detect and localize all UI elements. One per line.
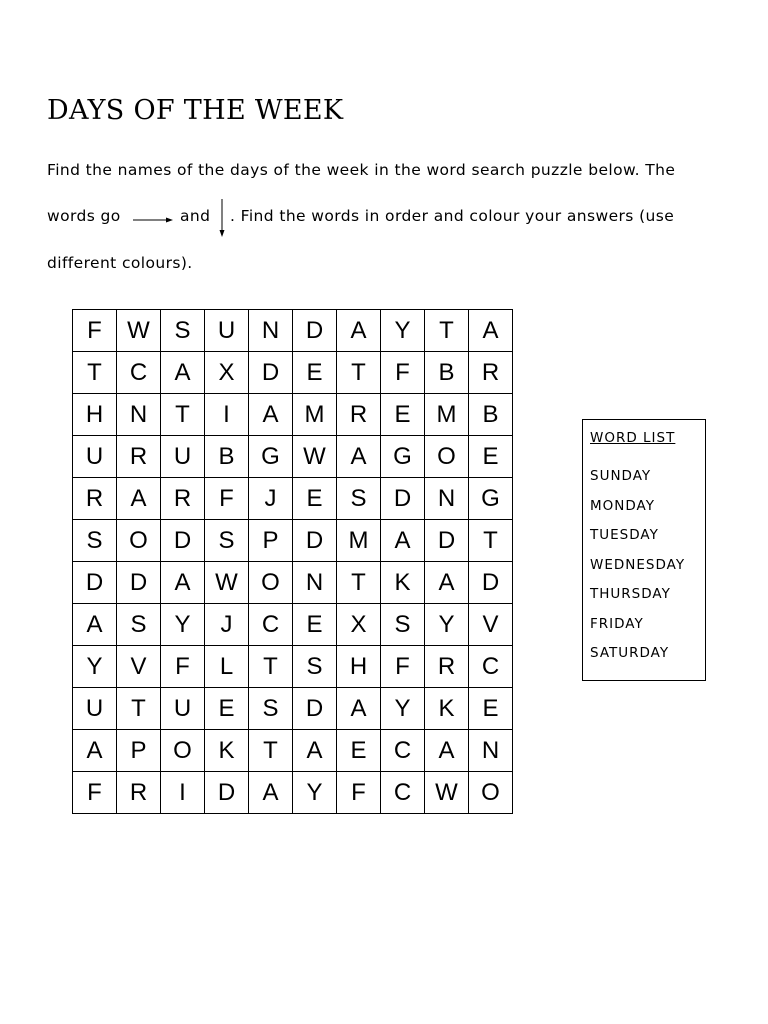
grid-row: [73, 310, 513, 352]
grid-cell[interactable]: T: [425, 310, 469, 352]
grid-cell[interactable]: N: [293, 562, 337, 604]
grid-cell[interactable]: O: [469, 772, 513, 814]
grid-cell[interactable]: O: [249, 562, 293, 604]
grid-cell[interactable]: L: [205, 646, 249, 688]
grid-cell[interactable]: J: [249, 478, 293, 520]
grid-cell[interactable]: W: [205, 562, 249, 604]
grid-cell[interactable]: R: [469, 352, 513, 394]
grid-cell[interactable]: R: [117, 436, 161, 478]
word-list-item: SUNDAY: [590, 468, 652, 484]
grid-cell[interactable]: O: [425, 436, 469, 478]
word-list-title: WORD LIST: [590, 430, 676, 446]
grid-cell[interactable]: C: [117, 352, 161, 394]
word-list-item: TUESDAY: [590, 527, 659, 543]
grid-cell[interactable]: A: [337, 436, 381, 478]
grid-cell[interactable]: S: [293, 646, 337, 688]
word-search-grid: [72, 309, 513, 814]
grid-cell[interactable]: E: [205, 688, 249, 730]
grid-cell[interactable]: H: [73, 394, 117, 436]
grid-cell[interactable]: F: [381, 646, 425, 688]
grid-cell[interactable]: T: [469, 520, 513, 562]
grid-cell[interactable]: F: [73, 772, 117, 814]
grid-cell[interactable]: N: [117, 394, 161, 436]
grid-cell[interactable]: A: [337, 688, 381, 730]
grid-cell[interactable]: N: [425, 478, 469, 520]
grid-cell[interactable]: T: [249, 730, 293, 772]
grid-cell[interactable]: P: [117, 730, 161, 772]
grid-cell[interactable]: D: [249, 352, 293, 394]
grid-cell[interactable]: W: [117, 310, 161, 352]
word-list-item: SATURDAY: [590, 645, 670, 661]
grid-cell[interactable]: S: [381, 604, 425, 646]
grid-cell[interactable]: Y: [73, 646, 117, 688]
grid-cell[interactable]: B: [425, 352, 469, 394]
grid-cell[interactable]: E: [381, 394, 425, 436]
grid-cell[interactable]: D: [73, 562, 117, 604]
grid-row: [73, 562, 513, 604]
grid-cell[interactable]: K: [425, 688, 469, 730]
grid-cell[interactable]: P: [249, 520, 293, 562]
grid-cell[interactable]: T: [337, 562, 381, 604]
grid-cell[interactable]: T: [161, 394, 205, 436]
grid-cell[interactable]: D: [293, 310, 337, 352]
grid-cell[interactable]: D: [161, 520, 205, 562]
grid-cell[interactable]: E: [337, 730, 381, 772]
grid-cell[interactable]: D: [205, 772, 249, 814]
grid-cell[interactable]: S: [205, 520, 249, 562]
grid-row: [73, 352, 513, 394]
grid-cell[interactable]: C: [249, 604, 293, 646]
grid-cell[interactable]: G: [469, 478, 513, 520]
grid-cell[interactable]: R: [73, 478, 117, 520]
grid-cell[interactable]: D: [117, 562, 161, 604]
instruction-line-1: Find the names of the days of the week in the word search puzzle below. The: [47, 161, 676, 179]
grid-row: [73, 772, 513, 814]
grid-cell[interactable]: R: [425, 646, 469, 688]
grid-row: [73, 730, 513, 772]
grid-cell[interactable]: M: [337, 520, 381, 562]
grid-cell[interactable]: F: [161, 646, 205, 688]
grid-cell[interactable]: F: [337, 772, 381, 814]
grid-cell[interactable]: D: [469, 562, 513, 604]
grid-row: [73, 520, 513, 562]
grid-row: [73, 604, 513, 646]
grid-cell[interactable]: X: [337, 604, 381, 646]
grid-cell[interactable]: A: [117, 478, 161, 520]
word-list-box: [582, 419, 706, 681]
grid-cell[interactable]: C: [381, 730, 425, 772]
grid-cell[interactable]: D: [381, 478, 425, 520]
grid-cell[interactable]: R: [117, 772, 161, 814]
grid-cell[interactable]: V: [469, 604, 513, 646]
grid-cell[interactable]: O: [161, 730, 205, 772]
grid-cell[interactable]: Y: [161, 604, 205, 646]
grid-cell[interactable]: E: [293, 604, 337, 646]
grid-cell[interactable]: U: [205, 310, 249, 352]
grid-cell[interactable]: E: [293, 478, 337, 520]
grid-cell[interactable]: B: [205, 436, 249, 478]
grid-cell[interactable]: A: [73, 604, 117, 646]
grid-row: [73, 436, 513, 478]
arrow-right-icon: [133, 211, 173, 225]
grid-cell[interactable]: O: [117, 520, 161, 562]
page-title: DAYS OF THE WEEK: [47, 95, 344, 126]
grid-cell[interactable]: D: [425, 520, 469, 562]
grid-cell[interactable]: N: [249, 310, 293, 352]
grid-cell[interactable]: Y: [293, 772, 337, 814]
grid-cell[interactable]: W: [425, 772, 469, 814]
grid-cell[interactable]: J: [205, 604, 249, 646]
instruction-find-order: . Find the words in order and colour your answers (use: [230, 207, 675, 225]
grid-cell[interactable]: I: [205, 394, 249, 436]
grid-cell[interactable]: A: [161, 562, 205, 604]
grid-cell[interactable]: A: [73, 730, 117, 772]
word-list-items: [590, 468, 685, 675]
arrow-down-icon: [217, 199, 227, 237]
grid-cell[interactable]: U: [161, 436, 205, 478]
grid-cell[interactable]: T: [117, 688, 161, 730]
grid-cell[interactable]: F: [381, 352, 425, 394]
grid-cell[interactable]: D: [293, 688, 337, 730]
grid-cell[interactable]: G: [381, 436, 425, 478]
grid-cell[interactable]: T: [73, 352, 117, 394]
grid-cell[interactable]: D: [293, 520, 337, 562]
grid-cell[interactable]: K: [381, 562, 425, 604]
grid-cell[interactable]: E: [469, 688, 513, 730]
grid-cell[interactable]: T: [249, 646, 293, 688]
grid-cell[interactable]: M: [425, 394, 469, 436]
grid-cell[interactable]: U: [161, 688, 205, 730]
instruction-and: and: [180, 207, 211, 225]
grid-cell[interactable]: W: [293, 436, 337, 478]
word-list-item: FRIDAY: [590, 615, 644, 632]
grid-cell[interactable]: A: [381, 520, 425, 562]
grid-cell[interactable]: R: [161, 478, 205, 520]
instruction-words-go: words go: [47, 207, 121, 225]
grid-cell[interactable]: S: [337, 478, 381, 520]
grid-cell[interactable]: F: [205, 478, 249, 520]
grid-cell[interactable]: S: [161, 310, 205, 352]
grid-cell[interactable]: A: [337, 310, 381, 352]
word-list-item: THURSDAY: [590, 586, 671, 602]
grid-row: [73, 478, 513, 520]
grid-cell[interactable]: U: [73, 436, 117, 478]
grid-cell[interactable]: G: [249, 436, 293, 478]
grid-cell[interactable]: B: [469, 394, 513, 436]
instruction-line-3: different colours).: [47, 254, 193, 272]
grid-cell[interactable]: A: [425, 730, 469, 772]
grid-cell[interactable]: I: [161, 772, 205, 814]
grid-cell[interactable]: A: [249, 394, 293, 436]
word-list-item: MONDAY: [590, 497, 655, 514]
grid-cell[interactable]: M: [293, 394, 337, 436]
grid-cell[interactable]: S: [117, 604, 161, 646]
grid-cell[interactable]: K: [205, 730, 249, 772]
grid-cell[interactable]: H: [337, 646, 381, 688]
grid-cell[interactable]: E: [293, 352, 337, 394]
grid-cell[interactable]: F: [73, 310, 117, 352]
grid-cell[interactable]: U: [73, 688, 117, 730]
grid-cell[interactable]: T: [337, 352, 381, 394]
grid-cell[interactable]: A: [293, 730, 337, 772]
grid-row: [73, 688, 513, 730]
grid-cell[interactable]: A: [249, 772, 293, 814]
grid-row: [73, 394, 513, 436]
grid-cell[interactable]: Y: [425, 604, 469, 646]
grid-row: [73, 646, 513, 688]
grid-cell[interactable]: C: [469, 646, 513, 688]
grid-cell[interactable]: R: [337, 394, 381, 436]
grid-cell[interactable]: Y: [381, 310, 425, 352]
grid-cell[interactable]: Y: [381, 688, 425, 730]
grid-cell[interactable]: X: [205, 352, 249, 394]
grid-cell[interactable]: A: [161, 352, 205, 394]
grid-cell[interactable]: V: [117, 646, 161, 688]
grid-cell[interactable]: S: [249, 688, 293, 730]
word-list-item: WEDNESDAY: [590, 556, 686, 573]
grid-cell[interactable]: A: [469, 310, 513, 352]
grid-cell[interactable]: N: [469, 730, 513, 772]
grid-cell[interactable]: S: [73, 520, 117, 562]
grid-cell[interactable]: C: [381, 772, 425, 814]
grid-cell[interactable]: E: [469, 436, 513, 478]
grid-cell[interactable]: A: [425, 562, 469, 604]
